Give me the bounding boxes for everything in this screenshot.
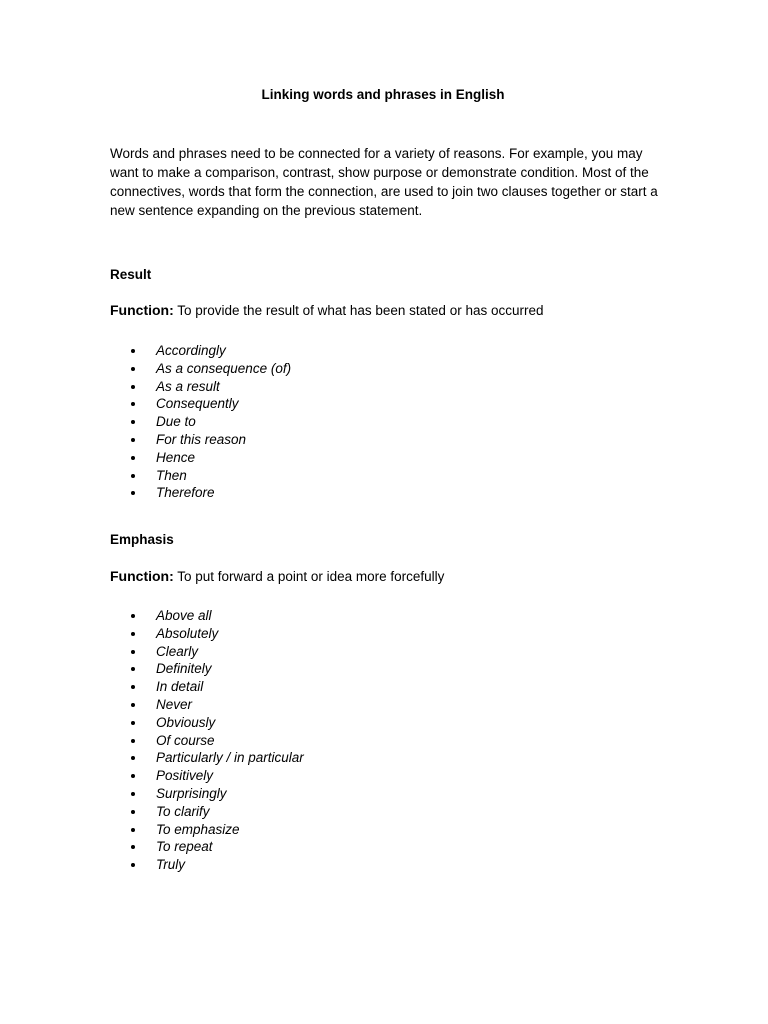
list-item <box>110 342 291 360</box>
document-title: Linking words and phrases in English <box>261 87 505 102</box>
bullet-icon <box>131 810 135 814</box>
list-item-text: Above all <box>156 608 212 623</box>
emphasis-list <box>110 607 304 874</box>
list-item-text: Obviously <box>156 714 216 730</box>
bullet-icon <box>131 614 135 618</box>
list-item-text: Particularly / in particular <box>156 750 304 766</box>
list-item-text: As a result <box>156 378 220 394</box>
list-item <box>110 749 304 767</box>
list-item-text: Truly <box>156 857 185 873</box>
list-item <box>110 660 304 678</box>
function-label: Function: <box>110 568 174 584</box>
list-item <box>110 360 291 378</box>
bullet-icon <box>131 863 135 867</box>
list-item-text: Of course <box>156 732 215 748</box>
list-item <box>110 803 304 821</box>
list-item-text: As a consequence (of) <box>156 360 292 376</box>
section-heading-result: Result <box>110 267 152 282</box>
list-item-text: Definitely <box>156 661 212 677</box>
list-item-text: Accordingly <box>156 343 226 358</box>
bullet-icon <box>131 845 135 849</box>
intro-paragraph: Words and phrases need to be connected for a variety of reasons. For example, you may want to make a comparison, contrast, show purpose or demonstrate condition. Most of the connectives, words that form the connection, are used to join two clauses together or start a new sentence expanding on the previous statement. <box>110 146 658 218</box>
bullet-icon <box>131 721 135 725</box>
list-item <box>110 378 291 396</box>
bullet-icon <box>131 703 135 707</box>
bullet-icon <box>131 667 135 671</box>
bullet-icon <box>131 650 135 654</box>
bullet-icon <box>131 456 135 460</box>
bullet-icon <box>131 756 135 760</box>
bullet-icon <box>131 828 135 832</box>
bullet-icon <box>131 438 135 442</box>
list-item <box>110 449 291 467</box>
bullet-icon <box>131 739 135 743</box>
list-item <box>110 767 304 785</box>
list-item-text: To emphasize <box>156 821 240 837</box>
function-label: Function: <box>110 302 174 318</box>
list-item-text: Never <box>156 696 193 712</box>
list-item-text: Then <box>156 467 187 483</box>
list-item <box>110 696 304 714</box>
bullet-icon <box>131 685 135 689</box>
list-item <box>110 625 304 643</box>
list-item-text: In detail <box>156 679 204 695</box>
result-list <box>110 342 291 502</box>
list-item-text: Hence <box>156 449 196 465</box>
bullet-icon <box>131 792 135 796</box>
list-item <box>110 678 304 696</box>
list-item <box>110 467 291 485</box>
list-item <box>110 484 291 502</box>
bullet-icon <box>131 632 135 636</box>
list-item-text: For this reason <box>156 431 247 447</box>
list-item-text: Consequently <box>156 396 239 412</box>
function-line-emphasis <box>110 567 444 586</box>
list-item <box>110 856 304 874</box>
function-text: To provide the result of what has been stated or has occurred <box>173 303 544 318</box>
list-item <box>110 431 291 449</box>
bullet-icon <box>131 367 135 371</box>
list-item-text: Surprisingly <box>156 785 227 801</box>
list-item <box>110 643 304 661</box>
list-item <box>110 413 291 431</box>
function-text: To put forward a point or idea more forcefully <box>173 569 445 584</box>
section-heading-emphasis: Emphasis <box>110 532 174 547</box>
bullet-icon <box>131 774 135 778</box>
bullet-icon <box>131 474 135 478</box>
list-item-text: To clarify <box>156 803 210 819</box>
bullet-icon <box>131 402 135 406</box>
list-item <box>110 714 304 732</box>
list-item-text: Therefore <box>156 485 215 501</box>
bullet-icon <box>131 420 135 424</box>
list-item-text: Due to <box>156 414 196 430</box>
list-item-text: To repeat <box>156 839 213 855</box>
list-item <box>110 607 304 625</box>
list-item <box>110 821 304 839</box>
bullet-icon <box>131 491 135 495</box>
bullet-icon <box>131 385 135 389</box>
function-line-result <box>110 301 544 320</box>
list-item-text: Clearly <box>156 643 199 659</box>
list-item <box>110 395 291 413</box>
list-item <box>110 838 304 856</box>
list-item <box>110 785 304 803</box>
bullet-icon <box>131 349 135 353</box>
list-item-text: Positively <box>156 768 214 784</box>
list-item <box>110 732 304 750</box>
list-item-text: Absolutely <box>156 625 219 641</box>
